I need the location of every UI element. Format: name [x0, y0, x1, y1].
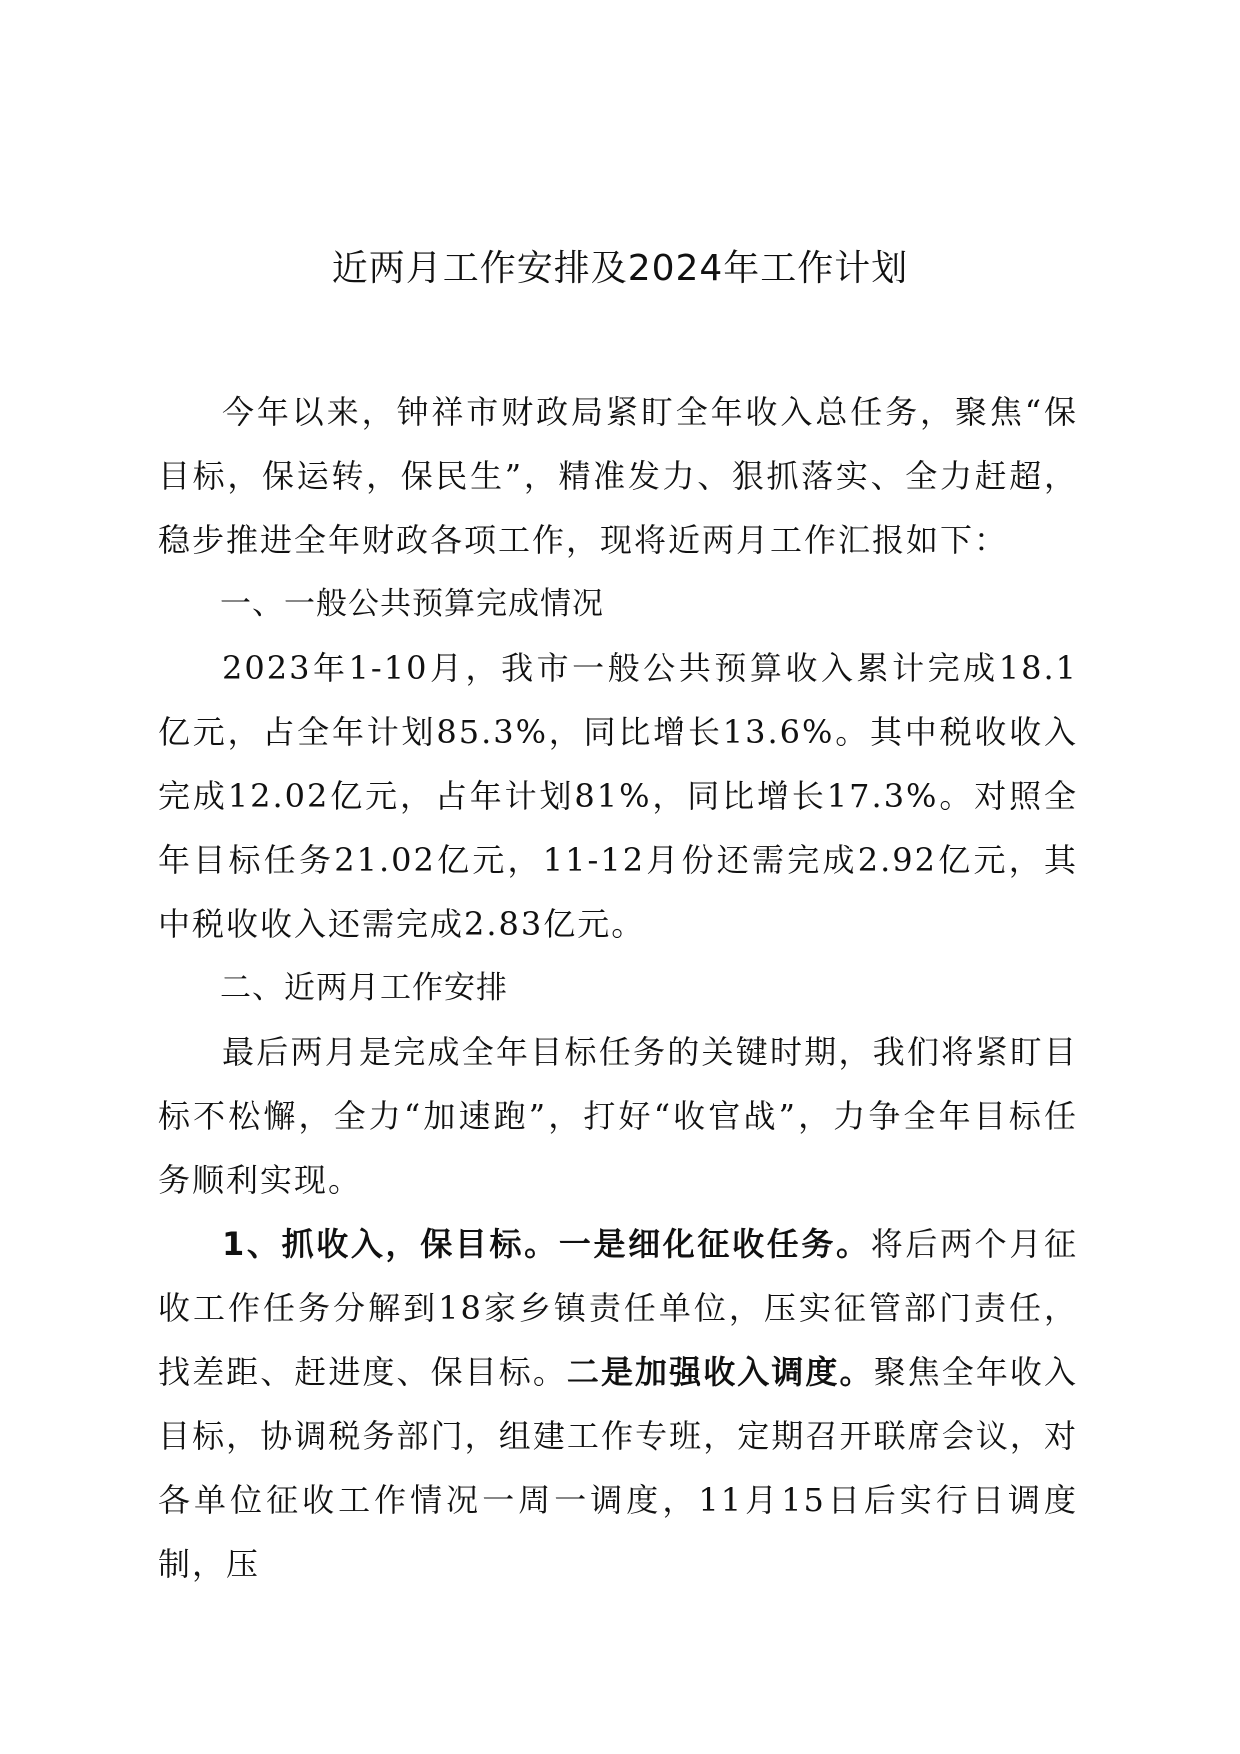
document-body: [158, 380, 1078, 1596]
item-1-sub2-title: 二是加强收入调度。: [566, 1353, 874, 1391]
item-1-paragraph: [158, 1212, 1078, 1596]
section-1-paragraph: 2023年1-10月，我市一般公共预算收入累计完成18.1亿元，占全年计划85.3%，同比增长13.6%。其中税收收入完成12.02亿元，占年计划81%，同比增长17.3%。对照全年目标任务21.02亿元，11-12月份还需完成2.92亿元，其中税收收入还需完成2.83亿元。: [158, 649, 1078, 943]
section-2-paragraph: 最后两月是完成全年目标任务的关键时期，我们将紧盯目标不松懈，全力“加速跑”，打好“收官战”，力争全年目标任务顺利实现。: [158, 1033, 1078, 1199]
document-title: 近两月工作安排及2024年工作计划: [331, 248, 909, 289]
intro-paragraph: 今年以来，钟祥市财政局紧盯全年收入总任务，聚焦“保目标，保运转，保民生”，精准发力、狠抓落实、全力赶超，稳步推进全年财政各项工作，现将近两月工作汇报如下：: [158, 393, 1078, 559]
item-1-sub1-text: 将后两个月征收工作任务分解到18家乡镇责任单位，压实征管部门责任，找差距、赶进度、保目标。: [158, 1225, 1078, 1391]
item-1-lead: 1、抓收入，保目标。: [222, 1225, 559, 1263]
item-1-sub2-text: 聚焦全年收入目标，协调税务部门，组建工作专班，定期召开联席会议，对各单位征收工作情况一周一调度，11月15日后实行日调度制，压: [158, 1353, 1078, 1583]
section-heading-2: 二、近两月工作安排: [220, 970, 508, 1006]
item-1-sub1-title: 一是细化征收任务。: [558, 1225, 871, 1263]
section-heading-1: 一、一般公共预算完成情况: [220, 586, 604, 622]
